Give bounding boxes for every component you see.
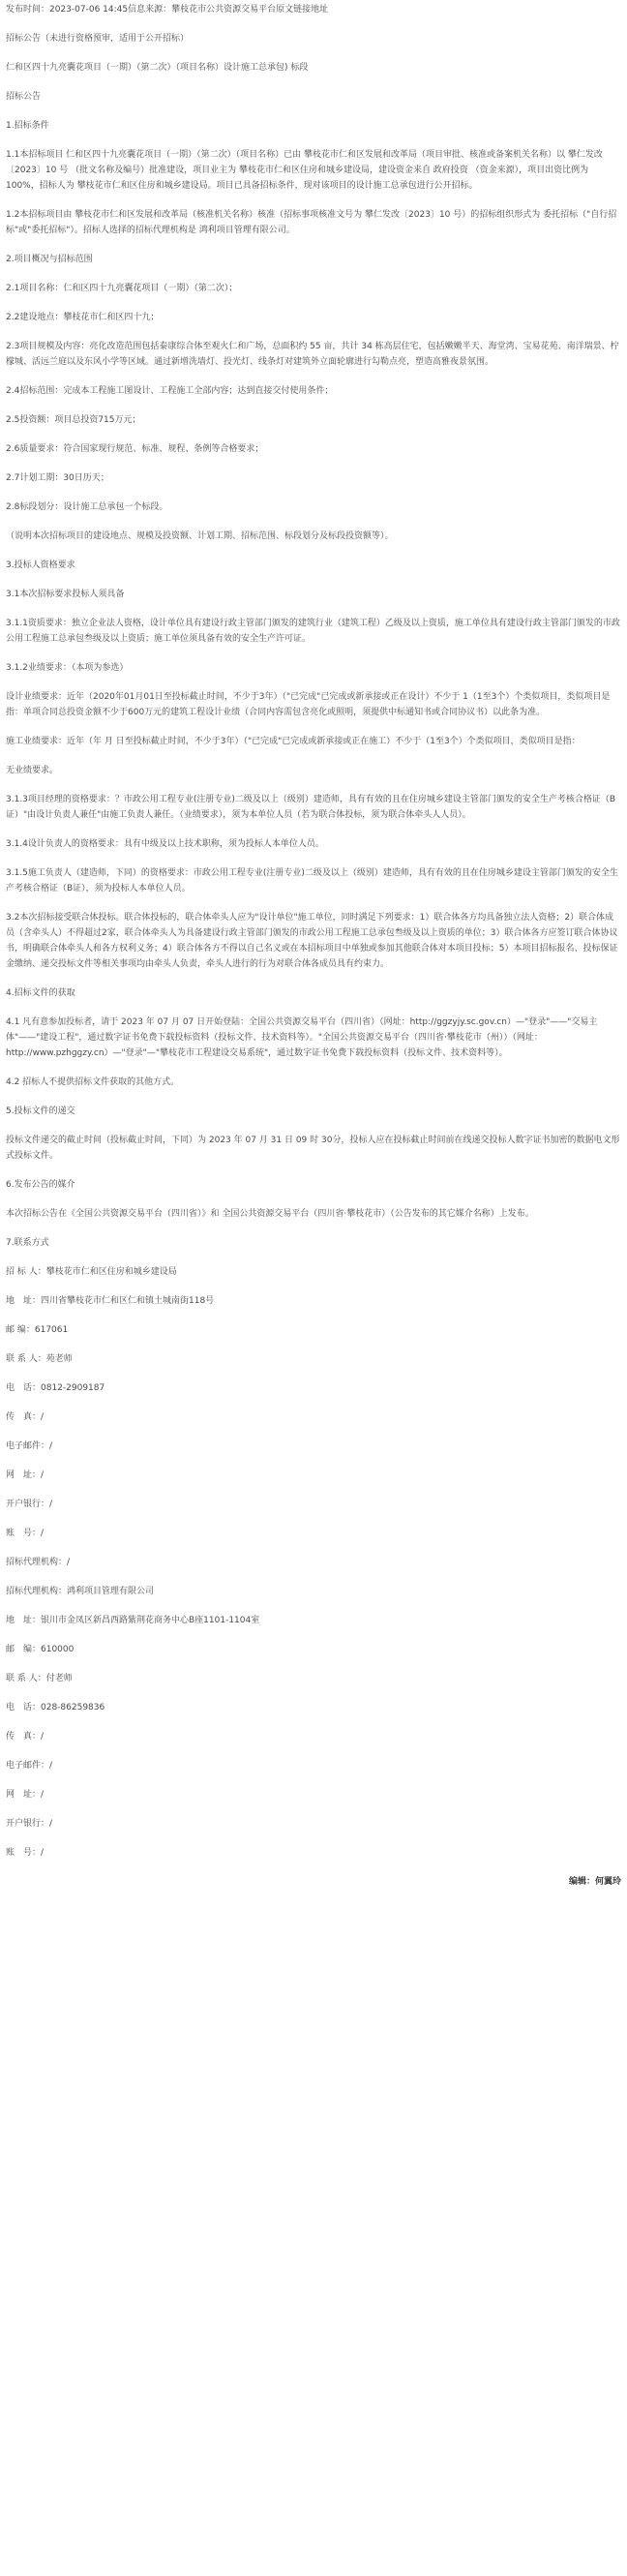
notice-paragraph: 2.7计划工期：30日历天； bbox=[6, 473, 109, 483]
notice-paragraph: 4.1 凡有意参加投标者，请于 2023 年 07 月 07 日开始登陆：全国公共资源交易平台（四川省）（网址：http://ggzyjy.sc.gov.cn）—"登录"——"交易主体"——"建设工程"，通过数字证书免费下载投标资料（投标文件、技术资料等）。"全国公共资源交易平台（四川省·攀枝花市（州））（网址：http://www.pzhggzy.cn）—"登录"—"攀枝花市工程建设交易系统"，通过数字证书免费下载投标资料（投标文件、技术资料等）。 bbox=[6, 1017, 598, 1058]
notice-body bbox=[6, 118, 621, 1861]
notice-paragraph: 设计业绩要求：近年（2020年01月01日至投标截止时间，不少于3年）（"已完成"已完成或新承接或正在设计）不少于 1（1至3个）个类似项目，类似项目是指：单项合同总投资金额不少于600万元的建筑工程设计业绩（合同内容需包含亮化或照明，须提供中标通知书或合同协议书）以此条为准。 bbox=[6, 692, 611, 717]
section-name: 招标公告 bbox=[6, 92, 42, 102]
notice-paragraph: 1.招标条件 bbox=[6, 121, 49, 131]
notice-paragraph: 开户银行：/ bbox=[6, 1500, 53, 1509]
notice-paragraph: 招标代理机构：鸿利项目管理有限公司 bbox=[6, 1587, 155, 1596]
notice-paragraph: 5.投标文件的递交 bbox=[6, 1106, 75, 1116]
notice-paragraph: 2.项目概况与招标范围 bbox=[6, 255, 93, 264]
notice-paragraph: 无业绩要求。 bbox=[6, 766, 59, 775]
notice-paragraph: 施工业绩要求：近年（年 月 日至投标截止时间，不少于3年）（"已完成"已完成或新承接或正在施工）不少于（1至3个）个类似项目，类似项目是指： bbox=[6, 737, 581, 746]
notice-paragraph: 招 标 人：攀枝花市仁和区住房和城乡建设局 bbox=[6, 1267, 177, 1277]
notice-paragraph: 账 号：/ bbox=[6, 1529, 45, 1538]
notice-paragraph: （说明本次招标项目的建设地点、规模及投资额、计划工期、招标范围、标段划分及标段投资额等）。 bbox=[6, 531, 394, 541]
notice-paragraph: 地 址：银川市金凤区新昌西路紫荆花商务中心B座1101-1104室 bbox=[6, 1616, 260, 1625]
notice-paragraph: 传 真：/ bbox=[6, 1412, 45, 1422]
notice-paragraph: 2.1项目名称：仁和区四十九亮囊花项目（一期）（第二次）； bbox=[6, 284, 238, 293]
notice-paragraph: 电 话：0812-2909187 bbox=[6, 1383, 105, 1393]
notice-paragraph: 4.招标文件的获取 bbox=[6, 988, 75, 998]
notice-paragraph: 电子邮件：/ bbox=[6, 1761, 53, 1771]
project-title: 仁和区四十九亮囊花项目（一期）（第二次）（项目名称）设计施工总承包) 标段 bbox=[6, 63, 309, 73]
notice-paragraph: 地 址：四川省攀枝花市仁和区仁和镇土城南街118号 bbox=[6, 1296, 215, 1306]
notice-paragraph: 3.1.1资质要求：独立企业法人资格，设计单位具有建设行政主管部门颁发的建筑行业（建筑工程）乙级及以上资质，施工单位具有建设行政主管部门颁发的市政公用工程施工总承包叁级及以上资质；施工单位须具备有效的安全生产许可证。 bbox=[6, 619, 620, 644]
notice-paragraph: 电 话：028-86259836 bbox=[6, 1703, 105, 1712]
notice-paragraph: 账 号：/ bbox=[6, 1848, 45, 1858]
notice-paragraph: 联 系 人：苑老师 bbox=[6, 1354, 73, 1364]
notice-paragraph: 3.投标人资格要求 bbox=[6, 561, 75, 570]
notice-paragraph: 电子邮件：/ bbox=[6, 1441, 53, 1451]
notice-paragraph: 2.8标段划分：设计施工总承包一个标段。 bbox=[6, 502, 168, 512]
editor-credit: 编辑：何翼玲 bbox=[568, 1877, 621, 1887]
notice-paragraph: 2.5投资额：项目总投资715万元； bbox=[6, 415, 141, 425]
notice-paragraph: 2.6质量要求：符合国家现行规范、标准、规程、条例等合格要求； bbox=[6, 444, 264, 454]
notice-paragraph: 1.2本招标项目由 攀枝花市仁和区发展和改革局（核准机关名称）核准（招标事项核准文号为 攀仁发改〔2023〕10 号）的招标组织形式为 委托招标（"自行招标"或"委托招标"）。招标人选择的招标代理机构是 鸿利项目管理有限公司。 bbox=[6, 210, 617, 235]
notice-paragraph: 邮 编：617061 bbox=[6, 1325, 69, 1335]
notice-paragraph: 邮 编：610000 bbox=[6, 1645, 75, 1654]
notice-paragraph: 2.4招标范围：完成本工程施工图设计、工程施工全部内容；达到直接交付使用条件； bbox=[6, 386, 334, 396]
notice-paragraph: 4.2 招标人不提供招标文件获取的其他方式。 bbox=[6, 1077, 180, 1087]
notice-paragraph: 3.1.4设计负责人的资格要求：具有中级及以上技术职称，须为投标人本单位人员。 bbox=[6, 839, 324, 849]
notice-paragraph: 网 址：/ bbox=[6, 1470, 45, 1480]
notice-paragraph: 6.发布公告的媒介 bbox=[6, 1180, 75, 1190]
notice-type: 招标公告（未进行资格预审，适用于公开招标） bbox=[6, 34, 190, 44]
notice-paragraph: 2.2建设地点：攀枝花市仁和区四十九； bbox=[6, 313, 160, 322]
notice-paragraph: 1.1本招标项目 仁和区四十九亮囊花项目（一期）（第二次）（项目名称）已由 攀枝花市仁和区发展和改革局（项目审批、核准或备案机关名称）以 攀仁发改〔2023〕10 号 （批文名称及编号）批准建设，项目业主为 攀枝花市仁和区住房和城乡建设局，建设资金来自 政府投资 （资金来源），项目出资比例为 100%，招标人为 攀枝花市仁和区住房和城乡建设局。项目已具备招标条件，现对该项目的设计施工总承包进行公开招标。 bbox=[6, 150, 603, 191]
publish-time: 发布时间：2023-07-06 14:45信息来源：攀枝花市公共资源交易平台原文链接地址 bbox=[6, 5, 329, 15]
notice-paragraph: 7.联系方式 bbox=[6, 1238, 49, 1248]
notice-paragraph: 招标代理机构：/ bbox=[6, 1558, 71, 1567]
notice-paragraph: 3.1本次招标要求投标人须具备 bbox=[6, 590, 125, 599]
notice-paragraph: 2.3项目规模及内容：亮化改造范围包括泰康综合体至观火仁和广场，总面积约 55 亩，共计 34 栋高层住宅，包括嫩嫩半天、海堂湾、宝易花苑、南洋瑞景、柠檬城、活远兰庭以及东风小学等区域。通过新增洗墙灯、投光灯、线条灯对建筑外立面轮廓进行勾勒点亮，塑造高雅夜景氛围。 bbox=[6, 342, 619, 367]
notice-paragraph: 本次招标公告在《全国公共资源交易平台（四川省）》和 全国公共资源交易平台（四川省·攀枝花市）（公告发布的其它媒介名称）上发布。 bbox=[6, 1209, 534, 1219]
notice-paragraph: 联 系 人：付老师 bbox=[6, 1674, 73, 1683]
notice-paragraph: 网 址：/ bbox=[6, 1790, 45, 1800]
notice-paragraph: 3.1.2业绩要求：（本项为参选） bbox=[6, 663, 129, 673]
notice-paragraph: 开户银行：/ bbox=[6, 1819, 53, 1829]
notice-paragraph: 3.2本次招标接受联合体投标。联合体投标的，联合体牵头人应为"设计单位"施工单位，同时满足下列要求：1）联合体各方均具备独立法人资格；2）联合体成员（含牵头人）不得超过2家，联合体牵头人为具备建设行政主管部门颁发的市政公用工程施工总承包叁级及以上资质的单位；3）联合体各方应签订联合体协议书，明确联合体牵头人和各方权利义务；4）联合体各方不得以自己名义或在本招标项目中单独或参加其他联合体对本项目投标；5）本项目招标报名、投标保证金缴纳、递交投标文件等相关事项均由牵头人负责，牵头人进行的行为对联合体各成员具有约束力。 bbox=[6, 913, 618, 969]
notice-paragraph: 传 真：/ bbox=[6, 1732, 45, 1742]
notice-paragraph: 3.1.5施工负责人（建造师，下同）的资格要求：市政公用工程专业(注册专业)二级及以上（级别）建造师，具有有效的且在住房城乡建设主管部门颁发的安全生产考核合格证（B证），须为投标人本单位人员。 bbox=[6, 868, 618, 894]
notice-paragraph: 3.1.3项目经理的资格要求：？市政公用工程专业(注册专业)二级及以上（级别）建造师，具有有效的且在住房城乡建设主管部门颁发的安全生产考核合格证（B证）"由设计负责人兼任"由施工负责人兼任。（业绩要求），须为本单位人员（若为联合体投标，须为联合体牵头人人员）。 bbox=[6, 795, 616, 820]
notice-paragraph: 投标文件递交的截止时间（投标截止时间，下同）为 2023 年 07 月 31 日 09 时 30分，投标人应在投标截止时间前在线递交投标人数字证书加密的数据电文形式投标文件。 bbox=[6, 1136, 620, 1161]
